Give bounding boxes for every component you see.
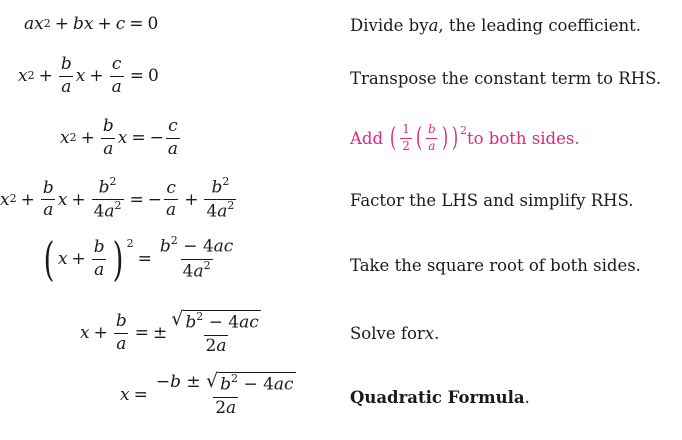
step-6 bbox=[0, 308, 682, 364]
equation-6: x + $\frac{b}{a}$ = ± √ $b^2 - 4ac$ 2a bbox=[80, 308, 259, 356]
equation-1: ax 2 + bx + c = 0 bbox=[24, 14, 159, 34]
step-5 bbox=[0, 234, 682, 294]
equation-5: ( x + $\frac{b}{a}$ ) 2 = $\frac{b^2 - 4ac}{4a^2}$ bbox=[43, 232, 234, 286]
description-1: Divide by a , the leading coefficient. bbox=[350, 16, 642, 35]
step-4 bbox=[0, 175, 682, 227]
step-7 bbox=[0, 370, 682, 426]
description-4: Factor the LHS and simplify RHS. bbox=[350, 191, 634, 210]
step-2 bbox=[0, 55, 682, 105]
equation-2: x 2 + $\frac{b}{a}$ x + $\frac{c}{a}$ = 0 bbox=[18, 54, 159, 97]
equation-3: x 2 + $\frac{b}{a}$ x = − $\frac{c}{a}$ bbox=[60, 116, 178, 159]
description-6: Solve for x . bbox=[350, 324, 440, 343]
description-7: Quadratic Formula . bbox=[350, 388, 530, 407]
description-2: Transpose the constant term to RHS. bbox=[350, 69, 662, 88]
step-3 bbox=[0, 115, 682, 167]
description-3: Add ( $\frac{1}{2}$ ( $\frac{b}{a}$ ) ) 2 to both sides. bbox=[350, 122, 580, 154]
step-1 bbox=[0, 10, 682, 44]
equation-4: x 2 + $\frac{b}{a}$ x + $\frac{b^2}{4a^2}$ = − $\frac{c}{a}$ + $\frac{b^2}{4a^2}$ bbox=[0, 175, 235, 222]
equation-7: x = −b ± √ $b^2 - 4ac$ 2a bbox=[120, 370, 294, 418]
description-5: Take the square root of both sides. bbox=[350, 256, 641, 275]
